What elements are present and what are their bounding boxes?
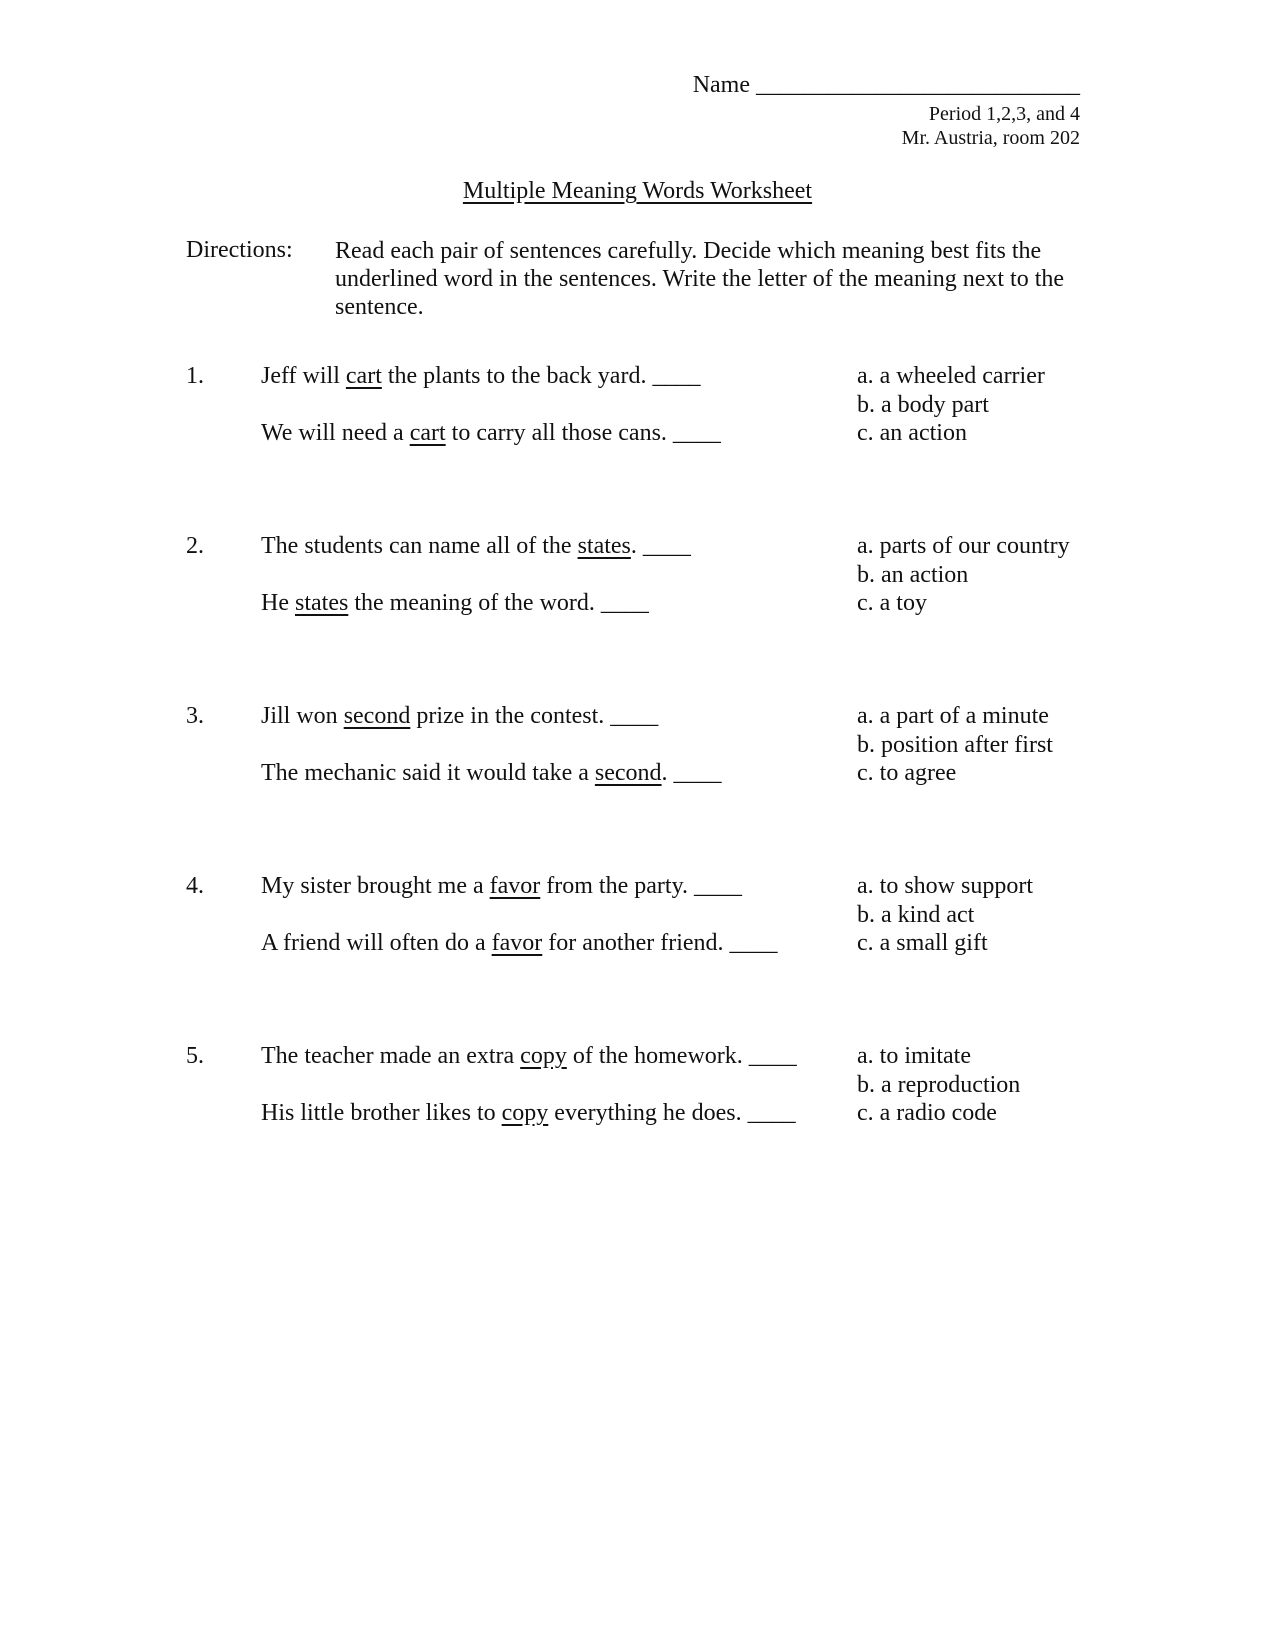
meaning-option: b. an action	[857, 562, 969, 588]
meaning-option: c. to agree	[857, 760, 957, 786]
sentence-text-after: . ____	[630, 533, 691, 559]
meaning-option: a. a wheeled carrier	[857, 363, 1045, 389]
sentence-text-before: The mechanic said it would take a	[261, 760, 595, 786]
sentence-text-before: Jill won	[261, 703, 344, 729]
sentence-text-before: Jeff will	[261, 363, 346, 389]
sentence	[261, 930, 778, 957]
underlined-word: copy	[520, 1043, 567, 1069]
meaning-option: b. position after first	[857, 732, 1053, 758]
sentence	[261, 420, 721, 447]
sentence-text-after: . ____	[661, 760, 722, 786]
sentence-text-after: everything he does. ____	[548, 1100, 796, 1126]
sentence	[261, 760, 722, 787]
underlined-word: copy	[501, 1100, 549, 1126]
question-number: 2.	[186, 533, 204, 559]
meaning-option: b. a body part	[857, 392, 989, 418]
question-number: 3.	[186, 703, 204, 729]
sentence-text-after: from the party. ____	[540, 873, 743, 899]
meaning-option: b. a kind act	[857, 902, 975, 928]
meaning-option: c. a toy	[857, 590, 927, 616]
underlined-word: states	[577, 533, 631, 559]
sentence-text-after: of the homework. ____	[566, 1043, 797, 1069]
sentence-text-before: A friend will often do a	[261, 930, 492, 956]
sentence	[261, 1100, 796, 1127]
sentence-text-after: for another friend. ____	[542, 930, 778, 956]
sentence-text-after: to carry all those cans. ____	[445, 420, 721, 446]
underlined-word: states	[294, 590, 349, 616]
sentence-text-before: He	[261, 590, 295, 616]
meaning-option: a. parts of our country	[857, 533, 1070, 559]
meaning-option: c. a small gift	[857, 930, 988, 956]
sentence-text-after: the meaning of the word. ____	[348, 590, 649, 616]
underlined-word: second	[594, 760, 662, 786]
sentence-text-before: My sister brought me a	[261, 873, 490, 899]
sentence	[261, 703, 658, 730]
sentence	[261, 1043, 797, 1070]
underlined-word: favor	[491, 930, 543, 956]
sentence	[261, 533, 691, 560]
directions-label: Directions:	[186, 237, 293, 263]
sentence-text-after: the plants to the back yard. ____	[381, 363, 701, 389]
question-number: 1.	[186, 363, 204, 389]
directions-text: Read each pair of sentences carefully. Decide which meaning best fits the underlined word in the sentences. Write the letter of the meaning next to the sentence.	[335, 238, 1065, 320]
sentence-text-before: The teacher made an extra	[261, 1043, 521, 1069]
sentence-text-before: His little brother likes to	[261, 1100, 502, 1126]
name-field-label: Name ___________________________	[692, 72, 1080, 98]
worksheet-title: Multiple Meaning Words Worksheet	[462, 178, 813, 204]
sentence-text-before: The students can name all of the	[261, 533, 578, 559]
underlined-word: cart	[345, 363, 382, 389]
worksheet-title-container	[0, 178, 1275, 205]
meaning-option: c. a radio code	[857, 1100, 997, 1126]
meaning-option: a. to show support	[857, 873, 1033, 899]
meaning-option: a. a part of a minute	[857, 703, 1049, 729]
meaning-option: b. a reproduction	[857, 1072, 1021, 1098]
sentence	[261, 363, 700, 390]
sentence	[261, 873, 742, 900]
sentence-text-after: prize in the contest. ____	[410, 703, 659, 729]
class-period: Period 1,2,3, and 4	[928, 103, 1080, 125]
question-number: 5.	[186, 1043, 204, 1069]
underlined-word: cart	[409, 420, 446, 446]
meaning-option: a. to imitate	[857, 1043, 971, 1069]
sentence	[261, 590, 649, 617]
teacher-room: Mr. Austria, room 202	[901, 127, 1080, 149]
underlined-word: second	[343, 703, 411, 729]
sentence-text-before: We will need a	[261, 420, 410, 446]
question-number: 4.	[186, 873, 204, 899]
meaning-option: c. an action	[857, 420, 967, 446]
underlined-word: favor	[489, 873, 541, 899]
